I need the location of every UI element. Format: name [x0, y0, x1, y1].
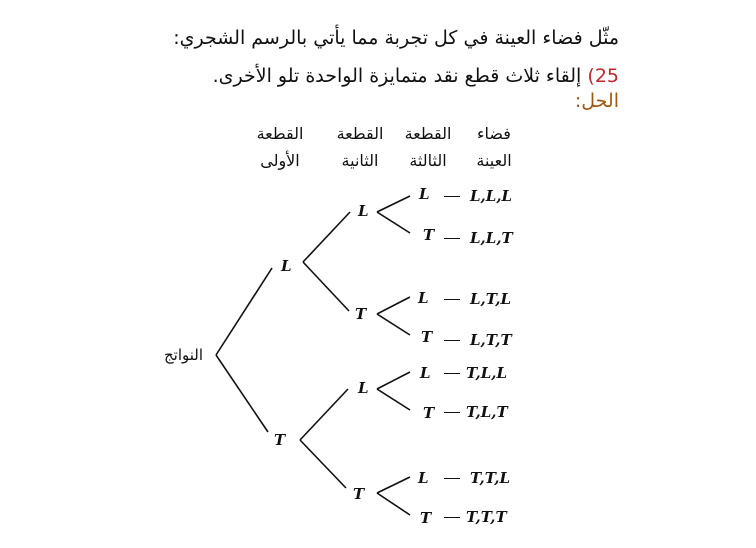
first-coin-label: L [281, 257, 292, 275]
branch-TL-L [377, 372, 410, 389]
column-header-line1: القطعة [256, 124, 304, 143]
third-coin-label: L [420, 364, 431, 382]
branch-T-T [300, 440, 346, 488]
problem-number: 25) [587, 65, 619, 87]
outcome-dash [444, 517, 460, 518]
branch-LL-T [377, 212, 410, 233]
second-coin-label: T [353, 485, 365, 503]
third-coin-label: L [419, 185, 430, 203]
problem-text: إلقاء ثلاث قطع نقد متمايزة الواحدة تلو الأخرى. [212, 65, 582, 87]
outcome-label: T,L,L [466, 364, 508, 382]
second-coin-label: L [358, 379, 369, 397]
column-header-line1: القطعة [336, 124, 384, 143]
outcome-label: L,L,L [470, 187, 513, 205]
column-header-line2: الثالثة [409, 151, 447, 170]
second-coin-label: L [358, 202, 369, 220]
column-header-line1: القطعة [404, 124, 452, 143]
branch-root-T [216, 355, 268, 432]
branch-LT-T [377, 314, 410, 335]
third-coin-label: T [423, 226, 435, 244]
outcome-label: T,L,T [466, 403, 508, 421]
column-header-line2: الثانية [341, 151, 379, 170]
outcome-dash [444, 299, 460, 300]
branch-TT-T [377, 493, 410, 515]
branch-TL-T [377, 389, 410, 410]
column-header-line2: العينة [476, 151, 512, 170]
instruction-text: مثّل فضاء العينة في كل تجربة مما يأتي بالرسم الشجري: [173, 27, 619, 49]
outcome-label: T,T,T [466, 508, 507, 526]
branch-L-L [303, 212, 350, 262]
second-coin-label: T [355, 305, 367, 323]
outcome-dash [444, 196, 460, 197]
branch-root-L [216, 268, 272, 355]
third-coin-label: L [418, 469, 429, 487]
third-coin-label: T [421, 328, 433, 346]
outcome-label: L,T,L [470, 290, 512, 308]
branch-TT-L [377, 477, 410, 493]
branch-T-L [300, 389, 348, 440]
branch-LL-L [377, 196, 410, 212]
tree-root-label: النواتج [164, 346, 204, 364]
third-coin-label: T [423, 404, 435, 422]
outcome-dash [444, 412, 460, 413]
branch-LT-L [377, 297, 410, 314]
column-header-line1: فضاء [477, 124, 511, 143]
outcome-dash [444, 478, 460, 479]
outcome-label: L,T,T [470, 331, 512, 349]
third-coin-label: L [418, 289, 429, 307]
outcome-label: T,T,L [470, 469, 511, 487]
branch-L-T [303, 262, 349, 311]
solution-label: الحل: [574, 90, 619, 112]
outcome-dash [444, 373, 460, 374]
outcome-dash [444, 340, 460, 341]
third-coin-label: T [420, 509, 432, 527]
column-header-line2: الأولى [260, 151, 300, 170]
outcome-label: L,L,T [470, 229, 513, 247]
outcome-dash [444, 238, 460, 239]
first-coin-label: T [274, 431, 286, 449]
